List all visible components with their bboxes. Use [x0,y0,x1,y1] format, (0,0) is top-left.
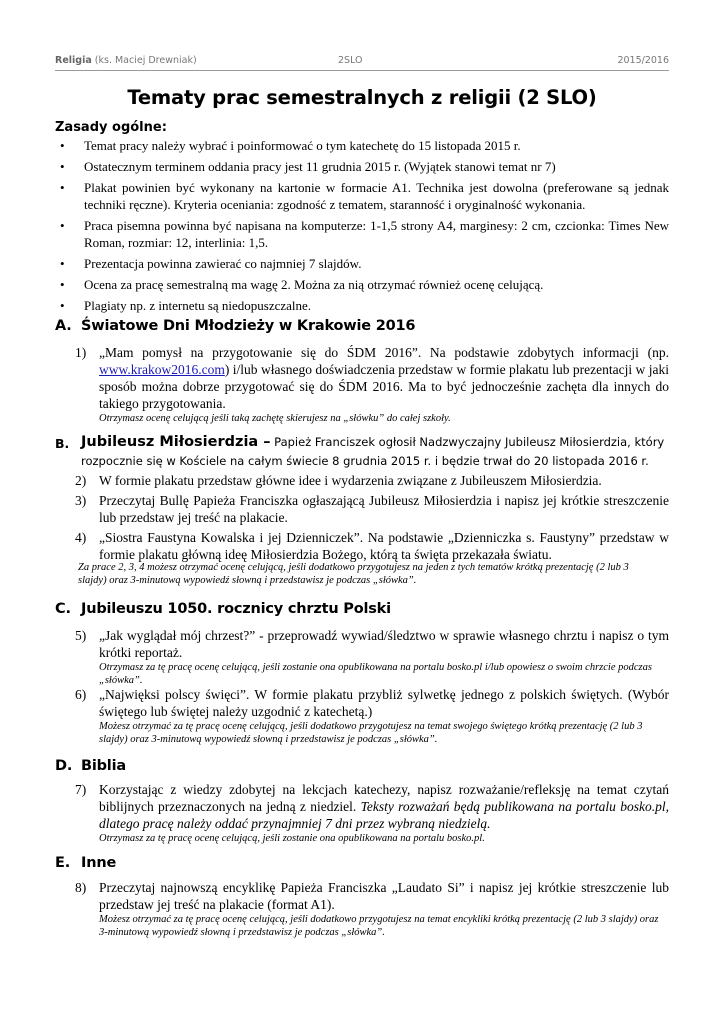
task-text: Przeczytaj Bullę Papieża Franciszka ogłaszającą Jubileusz Miłosierdzia i napisz jej krótkie streszczenie lub przedstaw jej treść na plakacie. [99,493,669,525]
rule-item [55,137,669,154]
task-text: „Jak wyglądał mój chrzest?” - przeprowadź wywiad/śledztwo w sprawie własnego chrztu i napisz o tym krótki reportaż. [99,628,669,660]
section-a-title: Światowe Dni Młodzieży w Krakowie 2016 [81,318,416,334]
task-note: Otrzymasz za tę pracę ocenę celującą, jeśli zostanie ona opublikowana na portalu bosko.pl i/lub opowiesz o swoim chrzcie podczas „słówka”. [99,662,652,686]
rule-text: Ostatecznym terminem oddania pracy jest 11 grudnia 2015 r. (Wyjątek stanowi temat nr 7) [84,159,556,174]
task-text-italic: Teksty rozważań będą publikowana na portalu bosko.pl, dlatego pracę należy oddać przynajmniej 7 dni przez wybraną niedzielą. [99,799,669,831]
page-header [55,55,669,69]
task-item-8 [75,879,669,939]
header-year: 2015/2016 [617,55,669,66]
section-d-title: Biblia [81,758,126,774]
rule-text: Ocena za pracę semestralną ma wagę 2. Można za nią otrzymać również ocenę celującą. [84,277,544,292]
task-text: „Siostra Faustyna Kowalska i jej Dzienniczek”. Na podstawie „Dzienniczka s. Faustyny” przedstaw w formie plakatu główną ideę Miłosierdzia Bożego, którą ta święta przekazała światu. [99,530,669,562]
task-number: 1) [75,345,87,360]
krakow2016-link[interactable]: www.krakow2016.com [99,362,225,377]
task-text-part: ) i/lub własnego doświadczenia przedstaw w formie plakatu lub prezentacji w jaki sposób można dobrze przygotować się do ŚDM 2016. Ma to być jednocześnie zachęta dla innych do takiego przygotowania. [99,362,669,411]
rule-item [55,158,669,175]
rule-text: Prezentacja powinna zawierać co najmniej 7 slajdów. [84,256,362,271]
task-text-part: „Mam pomysł na przygotowanie się do ŚDM 2016”. Na podstawie zdobytych informacji (np. [99,345,669,360]
bullet-icon: • [60,298,65,313]
section-b-line1 [81,433,664,452]
header-divider [55,70,669,71]
task-item-2 [75,472,669,489]
bullet-icon: • [60,218,65,233]
rule-text: Plagiaty np. z internetu są niedopuszczalne. [84,298,312,313]
section-c-heading [55,601,391,617]
task-item-3 [75,492,669,526]
rules-heading: Zasady ogólne: [55,120,167,135]
rule-item [55,276,669,293]
task-number: 4) [75,530,87,545]
rule-item [55,255,669,272]
task-text-part: Korzystając z wiedzy zdobytej na lekcjach katechezy, napisz rozważanie/refleksję na temat czytań biblijnych przeznaczonych na jedną z niedziel. [99,782,669,814]
task-number: 5) [75,628,87,643]
task-text: „Najwięksi polscy święci”. W formie plakatu przybliż sylwetkę jednego z polskich świętych. (Wybór świętego lub świętej należy uzgodnić z katechetą.) [99,687,669,719]
section-a-heading [55,318,415,334]
task-number: 8) [75,880,87,895]
bullet-icon: • [60,159,65,174]
bullet-icon: • [60,138,65,153]
bullet-icon: • [60,277,65,292]
task-item-5 [75,627,669,687]
section-e-letter: E. [55,855,71,871]
section-a-letter: A. [55,318,72,334]
task-number: 2) [75,473,87,488]
section-b-intro2: rozpocznie się w Kościele na całym świecie 8 grudnia 2015 r. i będzie trwał do 20 listopada 2016 r. [81,454,649,468]
header-class: 2SLO [338,55,363,66]
task-text: Przeczytaj najnowszą encyklikę Papieża Franciszka „Laudato Si” i napisz jej krótkie streszczenie lub przedstaw jej treść na plakacie (format A1). [99,880,669,912]
section-c-letter: C. [55,601,71,617]
task-note: Możesz otrzymać za tę pracę ocenę celującą, jeśli dodatkowo przygotujesz na temat swojego świętego krótką prezentację (2 lub 3 slajdy) oraz 3-minutową wypowiedź słowną i przedstawisz je podczas „słówka”. [99,721,643,745]
task-item-4 [75,529,669,563]
rule-item [55,297,669,314]
section-d-letter: D. [55,758,73,774]
task-number: 7) [75,782,87,797]
task-note: Możesz otrzymać za tę pracę ocenę celującą, jeśli dodatkowo przygotujesz na temat encykliki krótką prezentację (2 lub 3 slajdy) oraz 3-minutową wypowiedź słowną i przedstawisz je podczas „słówka”. [99,914,659,938]
section-b-intro1: Papież Franciszek ogłosił Nadzwyczajny Jubileusz Miłosierdzia, który [274,435,665,449]
section-d-heading [55,758,126,774]
task-text [99,781,669,832]
page-title: Tematy prac semestralnych z religii (2 SLO) [127,86,597,109]
task-item-7 [75,781,669,845]
task-number: 3) [75,493,87,508]
task-text [99,344,669,412]
rule-text: Plakat powinien być wykonany na kartonie w formacie A1. Technika jest dowolna (preferowane są jednak techniki ręczne). Kryteria oceniania: zgodność z tematem, staranność i oryginalność wykonania. [84,180,669,212]
task-number: 6) [75,687,87,702]
header-teacher: (ks. Maciej Drewniak) [94,55,197,66]
task-note: Otrzymasz ocenę celującą jeśli taką zachętę skierujesz na „słówku” do całej szkoły. [99,413,451,424]
task-item-6 [75,686,669,746]
bullet-icon: • [60,256,65,271]
section-e-title: Inne [81,855,117,871]
header-subject: Religia [55,55,92,66]
section-c-title: Jubileuszu 1050. rocznicy chrztu Polski [81,601,391,617]
task-item-1 [75,344,669,425]
task-note: Otrzymasz za tę pracę ocenę celującą, jeśli zostanie ona opublikowana na portalu bosko.pl. [99,833,485,844]
section-e-heading [55,855,116,871]
header-left [55,55,197,66]
bullet-icon: • [60,180,65,195]
section-b-letter: B. [55,436,70,451]
rule-item [55,179,669,213]
task-text: W formie plakatu przedstaw główne idee i wydarzenia związane z Jubileuszem Miłosierdzia. [99,473,602,488]
rule-text: Praca pisemna powinna być napisana na komputerze: 1-1,5 strony A4, marginesy: 2 cm, czcionka: Times New Roman, rozmiar: 12, interlinia: 1,5. [84,218,669,250]
rules-list [55,137,669,318]
section-b-note: Za prace 2, 3, 4 możesz otrzymać ocenę celującą, jeśli dodatkowo przygotujesz na jeden z tych tematów krótką prezentację (2 lub 3 slajdy) oraz 3-minutową wypowiedź słowną i przedstawisz je podczas „słówka”. [78,562,629,586]
rule-item [55,217,669,251]
section-b-title: Jubileusz Miłosierdzia – [81,434,271,450]
rule-text: Temat pracy należy wybrać i poinformować o tym katechetę do 15 listopada 2015 r. [84,138,521,153]
